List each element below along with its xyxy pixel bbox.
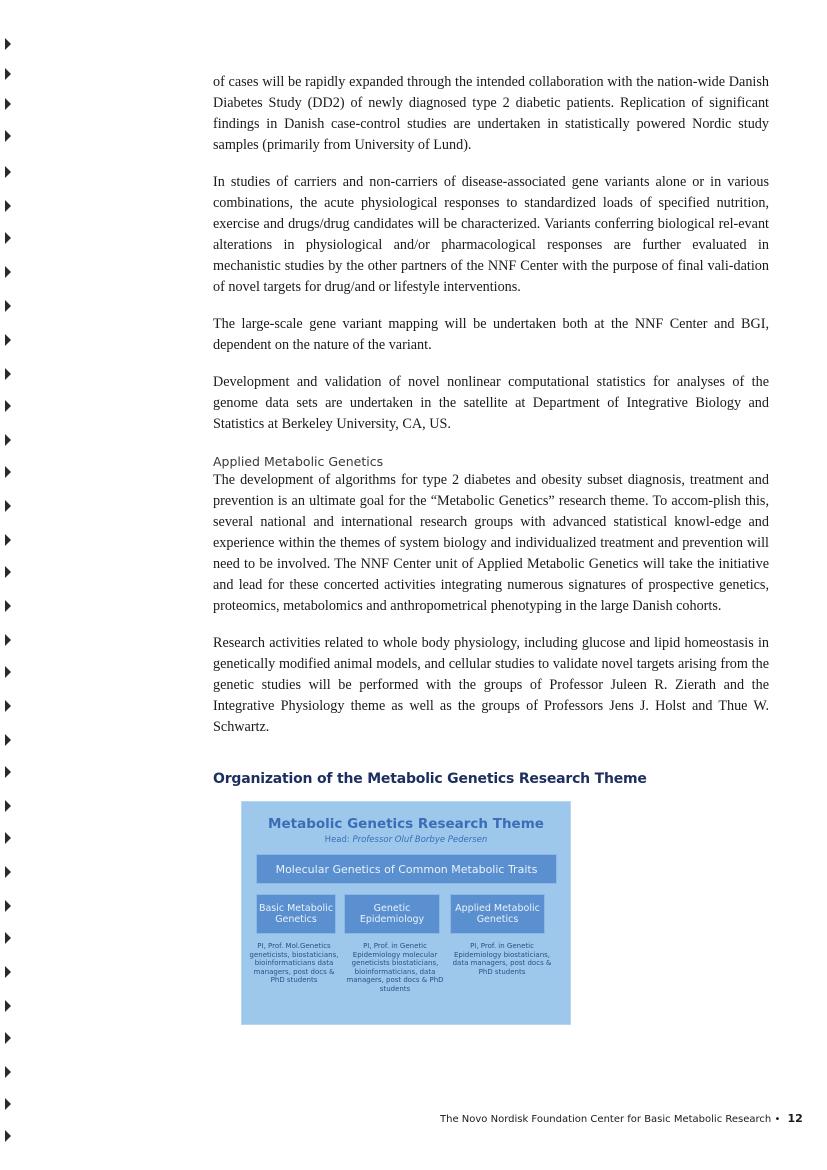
paragraph: The development of algorithms for type 2 diabetes and obesity subset diagnosis, treatment and prevention is an ultimate goal for the “Metabolic Genetics” research theme. To accom-plish this, several national and international research groups with advanced statistical knowl-edge and experience within the themes of system biology and individualized treatment and prevention will need to be involved. The NNF Center unit of Applied Metabolic Genetics will take the initiative and lead for these concerted activities integrating numerous signatures of prospective genetics, proteomics, metabolomics and anthropometrical phenotyping in the large Danish cohorts.	[213, 472, 769, 614]
binding-mark	[5, 700, 11, 712]
binding-mark	[5, 130, 11, 142]
binding-mark	[5, 68, 11, 80]
footer-separator: •	[774, 1114, 781, 1125]
diagram-banner: Molecular Genetics of Common Metabolic Traits	[256, 854, 557, 884]
binding-mark	[5, 766, 11, 778]
binding-mark	[5, 368, 11, 380]
page-footer	[440, 1112, 803, 1125]
binding-mark	[5, 1130, 11, 1142]
binding-mark	[5, 634, 11, 646]
paragraph: In studies of carriers and non-carriers of disease-associated gene variants alone or in various combinations, the acute physiological responses to standardized loads of specified nutrition, exercise and drugs/drug candidates will be characterized. Variants conferring biological rel-evant alterations in physiological and/or pharmacological responses are further evaluated in mechanistic studies by the other partners of the NNF Center with the purpose of final vali-dation of novel targets for drug/and or lifestyle interventions.	[213, 174, 769, 295]
binding-mark	[5, 38, 11, 50]
unit-box-applied: Applied Metabolic Genetics	[450, 894, 545, 934]
figure-title: Organization of the Metabolic Genetics Research Theme	[213, 771, 647, 787]
binding-mark	[5, 466, 11, 478]
binding-mark	[5, 534, 11, 546]
binding-holes	[0, 0, 30, 1170]
binding-mark	[5, 800, 11, 812]
binding-mark	[5, 300, 11, 312]
binding-mark	[5, 400, 11, 412]
paragraph: of cases will be rapidly expanded through the intended collaboration with the nation-wide Danish Diabetes Study (DD2) of newly diagnosed type 2 diabetic patients. Replication of significant findings in Danish case-control studies are undertaken in statistically powered Nordic study samples (primarily from University of Lund).	[213, 74, 769, 153]
head-label: Head:	[324, 835, 350, 845]
paragraph: The large-scale gene variant mapping will be undertaken both at the NNF Center and BGI, dependent on the nature of the variant.	[213, 316, 769, 353]
binding-mark	[5, 500, 11, 512]
binding-mark	[5, 166, 11, 178]
binding-mark	[5, 200, 11, 212]
diagram-head	[242, 835, 570, 845]
diagram-title: Metabolic Genetics Research Theme	[268, 816, 544, 832]
binding-mark	[5, 600, 11, 612]
binding-mark	[5, 1000, 11, 1012]
binding-mark	[5, 566, 11, 578]
binding-mark	[5, 434, 11, 446]
unit-members-basic: PI, Prof. Mol.Genetics geneticists, biostaticians, bioinformaticians data managers, post docs & PhD students	[249, 942, 339, 985]
binding-mark	[5, 932, 11, 944]
paragraph: Research activities related to whole body physiology, including glucose and lipid homeostasis in genetically modified animal models, and cellular studies to validate novel targets arising from the genetic studies will be performed with the groups of Professor Juleen R. Zierath and the Integrative Physiology theme as well as the groups of Professors Jens J. Holst and Thue W. Schwartz.	[213, 635, 769, 735]
page-number: 12	[787, 1112, 803, 1125]
paragraph: Development and validation of novel nonlinear computational statistics for analyses of the genome data sets are undertaken in the satellite at Department of Integrative Biology and Statistics at Berkeley University, CA, US.	[213, 374, 769, 432]
binding-mark	[5, 232, 11, 244]
binding-mark	[5, 866, 11, 878]
binding-mark	[5, 666, 11, 678]
binding-mark	[5, 98, 11, 110]
binding-mark	[5, 832, 11, 844]
binding-mark	[5, 1032, 11, 1044]
footer-text: The Novo Nordisk Foundation Center for Basic Metabolic Research	[440, 1114, 772, 1125]
binding-mark	[5, 966, 11, 978]
binding-mark	[5, 266, 11, 278]
binding-mark	[5, 734, 11, 746]
binding-mark	[5, 1066, 11, 1078]
head-name: Professor Oluf Borbye Pedersen	[352, 835, 488, 845]
binding-mark	[5, 334, 11, 346]
binding-mark	[5, 1098, 11, 1110]
unit-members-applied: PI, Prof. in Genetic Epidemiology biostaticians, data managers, post docs & PhD students	[452, 942, 552, 976]
section-heading: Applied Metabolic Genetics	[213, 454, 384, 469]
body-text	[213, 72, 769, 738]
unit-box-basic: Basic Metabolic Genetics	[256, 894, 336, 934]
unit-box-epidemiology: Genetic Epidemiology	[344, 894, 440, 934]
org-diagram	[241, 801, 571, 1025]
unit-members-epidemiology: PI, Prof. in Genetic Epidemiology molecular geneticists biostaticians, bioinformaticians, data managers, post docs & PhD students	[346, 942, 444, 993]
binding-mark	[5, 900, 11, 912]
